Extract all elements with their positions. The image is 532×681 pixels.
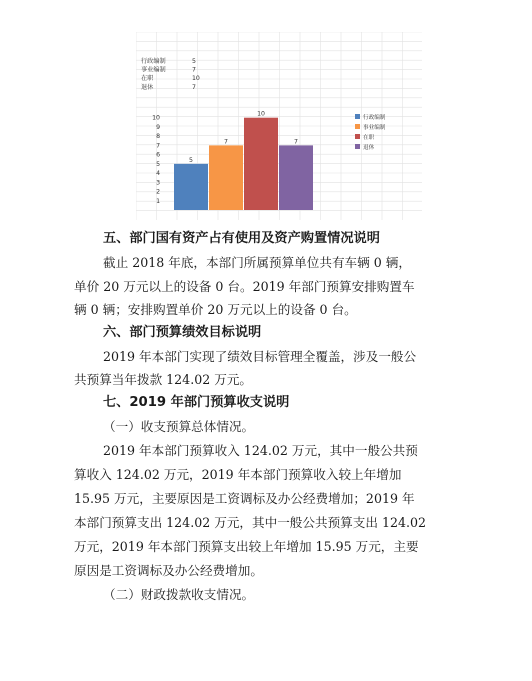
chart-area — [136, 32, 422, 220]
y-tick-label: 8 — [156, 133, 160, 141]
data-label: 7 — [224, 138, 228, 146]
legend-label: 退休 — [363, 145, 375, 151]
bar — [244, 118, 278, 210]
section-heading-assets: 五、部门国有资产占有使用及资产购置情况说明 — [103, 231, 380, 246]
paragraph-line: 辆 0 辆；安排购置单价 20 万元以上的设备 0 台。 — [74, 302, 357, 317]
legend-swatch — [355, 134, 360, 139]
data-label: 5 — [189, 156, 193, 164]
paragraph-line: 算收入 124.02 万元，2019 年本部门预算收入较上年增加 — [74, 467, 402, 482]
y-tick-label: 1 — [156, 197, 160, 205]
bar — [209, 145, 243, 210]
y-tick-label: 4 — [156, 170, 160, 178]
paragraph-line: 截止 2018 年底，本部门所属预算单位共有车辆 0 辆， — [103, 255, 411, 270]
subheading-line: （一）收支预算总体情况。 — [103, 419, 255, 434]
paragraph-line: 原因是工资调标及办公经费增加。 — [74, 563, 263, 578]
table-label: 在职 — [141, 75, 154, 83]
section-heading-budget: 七、2019 年部门预算收支说明 — [103, 395, 290, 410]
table-label: 事业编制 — [141, 66, 166, 74]
legend-label: 在职 — [363, 135, 375, 141]
paragraph-line: 单价 20 万元以上的设备 0 台。2019 年部门预算安排购置车 — [74, 279, 415, 294]
paragraph-line: 2019 年本部门实现了绩效目标管理全覆盖，涉及一般公 — [103, 349, 417, 364]
table-value: 7 — [192, 66, 196, 74]
legend-swatch — [355, 114, 360, 119]
paragraph-line: 15.95 万元，主要原因是工资调标及办公经费增加；2019 年 — [74, 491, 415, 506]
data-label: 7 — [294, 138, 298, 146]
section-heading-performance: 六、部门预算绩效目标说明 — [103, 325, 262, 340]
table-value: 5 — [192, 58, 196, 65]
bar — [279, 145, 313, 210]
legend-swatch — [355, 124, 360, 129]
y-tick-label: 9 — [156, 123, 160, 131]
y-tick-label: 5 — [156, 160, 160, 168]
paragraph-line: 万元，2019 年本部门预算支出较上年增加 15.95 万元，主要 — [74, 539, 419, 554]
table-value: 7 — [192, 83, 196, 91]
y-tick-label: 7 — [156, 142, 160, 150]
legend-swatch — [355, 144, 360, 149]
bar — [174, 164, 208, 210]
paragraph-line: 共预算当年拨款 124.02 万元。 — [74, 372, 253, 387]
subheading-line: （二）财政拨款收支情况。 — [103, 587, 255, 602]
y-tick-label: 10 — [152, 114, 160, 122]
data-label: 10 — [257, 110, 265, 118]
legend-label: 行政编制 — [363, 115, 386, 121]
paragraph-line: 本部门预算支出 124.02 万元，其中一般公共预算支出 124.02 — [74, 515, 427, 530]
y-tick-label: 3 — [156, 179, 160, 187]
y-tick-label: 6 — [156, 151, 160, 159]
table-label: 行政编制 — [141, 58, 166, 65]
y-tick-label: 2 — [156, 188, 160, 196]
table-value: 10 — [192, 75, 200, 83]
bar-chart — [136, 32, 422, 220]
table-label: 退休 — [141, 83, 154, 91]
legend-label: 事业编制 — [363, 125, 386, 131]
paragraph-line: 2019 年本部门预算收入 124.02 万元，其中一般公共预 — [103, 443, 418, 458]
